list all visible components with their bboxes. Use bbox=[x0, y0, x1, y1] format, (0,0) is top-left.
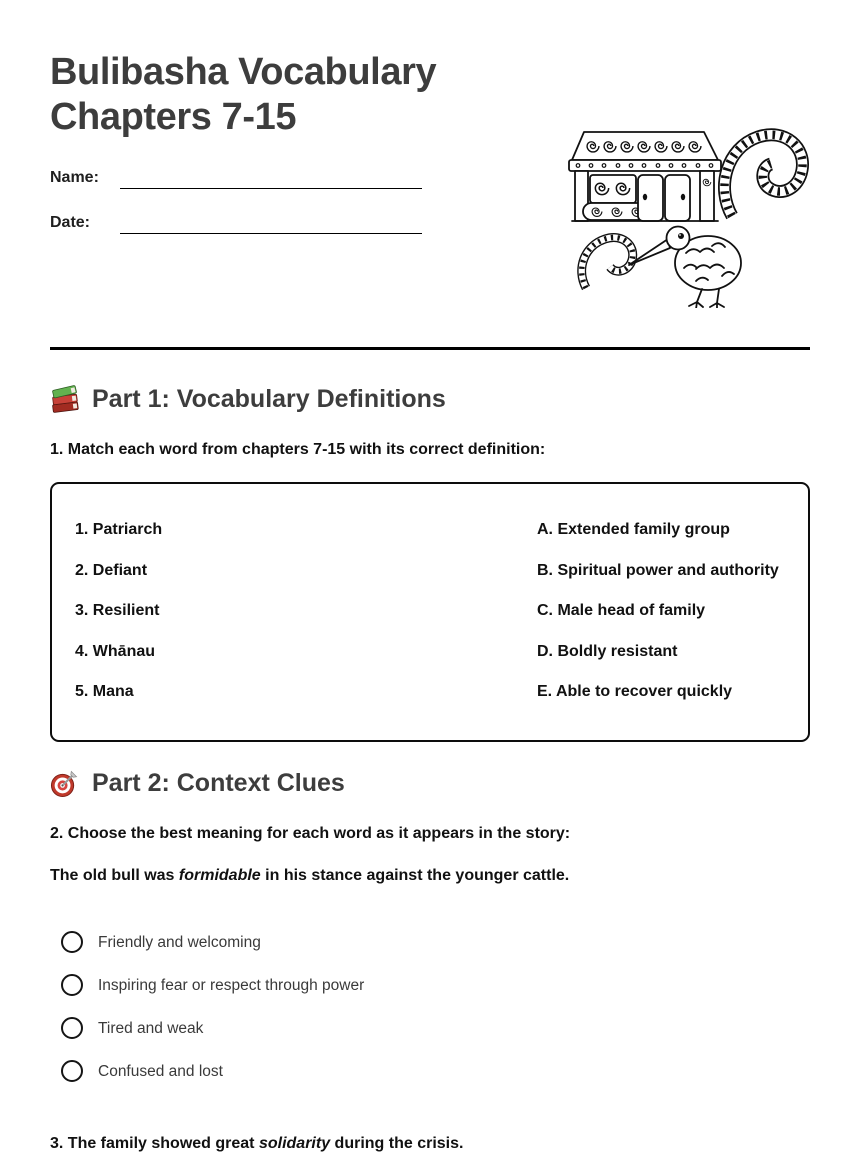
answer-options bbox=[50, 931, 810, 1082]
date-label: Date: bbox=[50, 214, 91, 231]
question3-prefix: 3. The family showed great bbox=[50, 1135, 259, 1152]
option-row[interactable] bbox=[61, 1060, 810, 1082]
question1-text: 1. Match each word from chapters 7-15 with its correct definition: bbox=[50, 441, 546, 458]
name-label: Name: bbox=[50, 169, 99, 186]
large-koru-spiral bbox=[724, 135, 802, 216]
date-input-line[interactable] bbox=[120, 213, 422, 234]
match-definition: B. Spiritual power and authority bbox=[537, 561, 779, 579]
question3-text bbox=[50, 1134, 810, 1153]
matching-box bbox=[50, 482, 810, 742]
part1-heading-label: Part 1: Vocabulary Definitions bbox=[92, 385, 446, 413]
radio-button[interactable] bbox=[61, 1060, 83, 1082]
wharenui-meeting-house bbox=[569, 132, 721, 221]
match-definition: E. Able to recover quickly bbox=[537, 683, 733, 700]
kiwi-bird bbox=[629, 227, 741, 309]
sentence-prefix: The old bull was bbox=[50, 867, 179, 884]
part2-heading bbox=[50, 768, 810, 799]
match-word: 1. Patriarch bbox=[75, 521, 163, 538]
sentence-emphasis-word: formidable bbox=[178, 867, 261, 884]
context-sentence bbox=[50, 866, 810, 885]
date-field-row bbox=[50, 213, 422, 234]
books-emoji-icon bbox=[50, 385, 79, 414]
option-label: Confused and lost bbox=[98, 1062, 223, 1080]
radio-button[interactable] bbox=[61, 931, 83, 953]
target-dart-emoji-icon bbox=[50, 769, 79, 798]
part1-heading bbox=[50, 384, 810, 415]
page-title-line2: Chapters 7-15 bbox=[50, 96, 297, 138]
sentence-suffix: in his stance against the younger cattle. bbox=[260, 867, 570, 884]
match-definition: D. Boldly resistant bbox=[537, 642, 678, 660]
question3-emphasis-word: solidarity bbox=[258, 1135, 331, 1152]
section-divider bbox=[50, 347, 810, 350]
match-word: 5. Mana bbox=[75, 683, 134, 700]
small-koru-spiral bbox=[582, 237, 633, 288]
option-label: Inspiring fear or respect through power bbox=[98, 976, 365, 994]
option-row[interactable] bbox=[61, 1017, 810, 1039]
name-input-line[interactable] bbox=[120, 168, 422, 189]
match-word: 2. Defiant bbox=[75, 561, 148, 579]
option-label: Tired and weak bbox=[98, 1019, 204, 1037]
page-title-line1: Bulibasha Vocabulary bbox=[50, 51, 437, 93]
match-word: 3. Resilient bbox=[75, 602, 160, 619]
part2-heading-label: Part 2: Context Clues bbox=[92, 769, 345, 797]
match-definition: C. Male head of family bbox=[537, 602, 706, 619]
question3-suffix: during the crisis. bbox=[330, 1135, 464, 1152]
question2-text: 2. Choose the best meaning for each word as it appears in the story: bbox=[50, 825, 571, 842]
option-label: Friendly and welcoming bbox=[98, 933, 261, 951]
option-row[interactable] bbox=[61, 931, 810, 953]
match-word: 4. Whānau bbox=[75, 642, 156, 660]
name-field-row bbox=[50, 168, 422, 189]
radio-button[interactable] bbox=[61, 1017, 83, 1039]
maori-illustration bbox=[566, 126, 814, 308]
match-definition: A. Extended family group bbox=[537, 521, 730, 538]
option-row[interactable] bbox=[61, 974, 810, 996]
radio-button[interactable] bbox=[61, 974, 83, 996]
